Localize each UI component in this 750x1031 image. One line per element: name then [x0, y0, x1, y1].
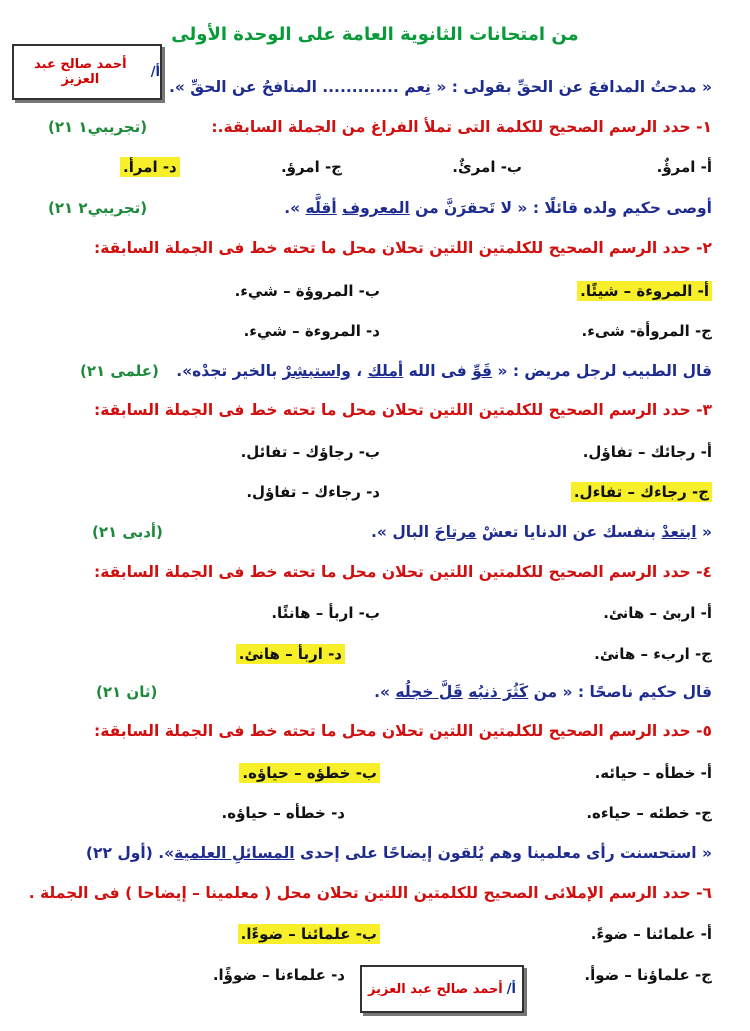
q4-stem — [371, 523, 712, 541]
q2-option-c[interactable]: ج- المروأة- شىء. — [581, 322, 712, 340]
q3-underlined-3: واستبشِرْ — [282, 362, 351, 380]
q5-option-b[interactable] — [239, 764, 380, 782]
q5-underlined-1: كَثُرَ ذنبُه — [468, 683, 529, 701]
q5-option-a[interactable]: أ- خطأه – حيائه. — [594, 764, 712, 782]
q3-stem — [176, 362, 712, 380]
q2-underlined-2: أقلَّه — [305, 199, 337, 217]
q1-option-b[interactable]: ب- امرئٌ. — [452, 158, 522, 176]
q5-stem — [374, 683, 712, 701]
q2-underlined-1: المعروف — [342, 199, 410, 217]
q3-prompt: ٣- حدد الرسم الصحيح للكلمتين اللتين تحلان محل ما تحته خط فى الجملة السابقة: — [94, 401, 712, 419]
q6-option-a[interactable]: أ- علمائنا – ضوءً. — [590, 925, 712, 943]
q4-prompt: ٤- حدد الرسم الصحيح للكلمتين اللتين تحلان محل ما تحته خط فى الجملة السابقة: — [94, 563, 712, 581]
q2-source-tag: (تجريبي٢ ٢١) — [48, 199, 148, 217]
q5-source-tag: (ثان ٢١) — [96, 683, 158, 701]
q6-prompt: ٦- حدد الرسم الإملائى الصحيح للكلمتين اللتين تحلان محل ( معلمينا – إيضاحا ) فى الجملة . — [28, 884, 712, 902]
q5-underlined-2: قَلَّ خجلُه — [395, 683, 463, 701]
q2-stem — [284, 199, 712, 217]
q3-option-d[interactable]: د- رجاءك – تفاؤل. — [246, 483, 380, 501]
q2-answer-highlight: أ- المروءة – شيئًا. — [577, 281, 712, 301]
q5-stem-text: قال حكيم ناصحًا : « من — [528, 683, 712, 701]
q1-source-tag: (تجريبي١ ٢١) — [48, 118, 148, 136]
page-title: من امتحانات الثانوية العامة على الوحدة الأولى — [171, 24, 579, 45]
q1-option-d[interactable] — [120, 158, 180, 176]
q2-stem-text: أوصى حكيم ولده قائلًا : « لا تَحقرَنَّ من — [409, 199, 712, 217]
q4-option-c[interactable]: ج- اربء – هانئ. — [594, 645, 712, 663]
q4-option-a[interactable]: أ- اربئ – هانئ. — [603, 604, 712, 622]
q3-underlined-1: قَوِّ — [472, 362, 493, 380]
q3-stem-mid: فى الله — [403, 362, 473, 380]
q6-stem-text: « استحسنت رأى معلمينا وهم يُلقون إيضاحًا على إحدى — [294, 844, 712, 862]
q6-option-c[interactable]: ج- علماؤنا – ضوأ. — [584, 966, 712, 984]
q2-option-b[interactable]: ب- المروؤة – شيء. — [234, 282, 380, 300]
q3-answer-highlight: ج- رجاءك – تفاءل. — [571, 482, 712, 502]
q6-answer-highlight: ب- علمائنا – ضوءًا. — [238, 924, 380, 944]
q6-stem — [86, 844, 712, 862]
q3-option-c[interactable] — [571, 483, 712, 501]
q2-stem-end: ». — [284, 199, 306, 217]
q3-underlined-2: أملك — [367, 362, 404, 380]
q4-option-b[interactable]: ب- اربأ – هانئًا. — [271, 604, 380, 622]
q4-underlined-1: ابتعدْ — [661, 523, 697, 541]
author-stamp-bottom — [360, 965, 524, 1013]
q4-source-tag: (أدبى ٢١) — [92, 523, 163, 541]
q6-option-d[interactable]: د- علماءنا – ضوؤًا. — [212, 966, 345, 984]
q4-underlined-2: مرتاحَ — [434, 523, 477, 541]
q4-stem-mid: بنفسك عن الدنايا تعشْ — [476, 523, 662, 541]
q1-option-c[interactable]: ج- امرؤ. — [280, 158, 342, 176]
q4-stem-end: البال ». — [371, 523, 435, 541]
author-prefix-bottom: أ/ — [506, 981, 516, 997]
author-name-bottom: أحمد صالح عبد العزيز — [368, 981, 503, 997]
q2-option-a[interactable] — [577, 282, 712, 300]
q1-option-a[interactable]: أ- امرؤٌ. — [656, 158, 712, 176]
q5-option-c[interactable]: ج- خطئه – حياءه. — [586, 804, 712, 822]
q5-option-d[interactable]: د- خطأه – حياؤه. — [221, 804, 345, 822]
q3-source-tag: (علمى ٢١) — [80, 362, 159, 380]
q3-stem-sep: ، — [350, 362, 368, 380]
q1-prompt: ١- حدد الرسم الصحيح للكلمة التى تملأ الفراغ من الجملة السابقة.: — [211, 118, 712, 136]
q2-option-d[interactable]: د- المروءة – شيء. — [243, 322, 380, 340]
q4-option-d[interactable] — [236, 645, 345, 663]
author-name: أحمد صالح عبد العزيز — [34, 57, 127, 87]
q3-option-a[interactable]: أ- رجائك – تفاؤل. — [582, 443, 712, 461]
q6-stem-end: ». (أول ٢٢) — [85, 844, 175, 862]
q3-option-b[interactable]: ب- رجاؤك – تفائل. — [240, 443, 380, 461]
author-stamp-top — [12, 44, 162, 100]
author-prefix: أ/ — [150, 64, 160, 80]
q1-answer-highlight: د- امرأ. — [120, 157, 180, 177]
q6-underlined-1: المسائلِ العلمية — [174, 844, 295, 862]
q6-option-b[interactable] — [238, 925, 380, 943]
q4-answer-highlight: د- اربأ – هانئ. — [236, 644, 345, 664]
q5-prompt: ٥- حدد الرسم الصحيح للكلمتين اللتين تحلان محل ما تحته خط فى الجملة السابقة: — [94, 722, 712, 740]
q3-stem-text: قال الطبيب لرجل مريض : « — [492, 362, 712, 380]
q5-stem-end: ». — [374, 683, 396, 701]
q5-answer-highlight: ب- خطؤه – حياؤه. — [239, 763, 380, 783]
q1-stem: « مدحتُ المدافعَ عن الحقِّ بقولى : « نِعم ............. المنافحُ عن الحقِّ ». — [168, 78, 712, 96]
q3-stem-end: بالخير تجدْه». — [176, 362, 283, 380]
q2-prompt: ٢- حدد الرسم الصحيح للكلمتين اللتين تحلان محل ما تحته خط فى الجملة السابقة: — [94, 239, 712, 257]
q4-stem-open: « — [696, 523, 712, 541]
